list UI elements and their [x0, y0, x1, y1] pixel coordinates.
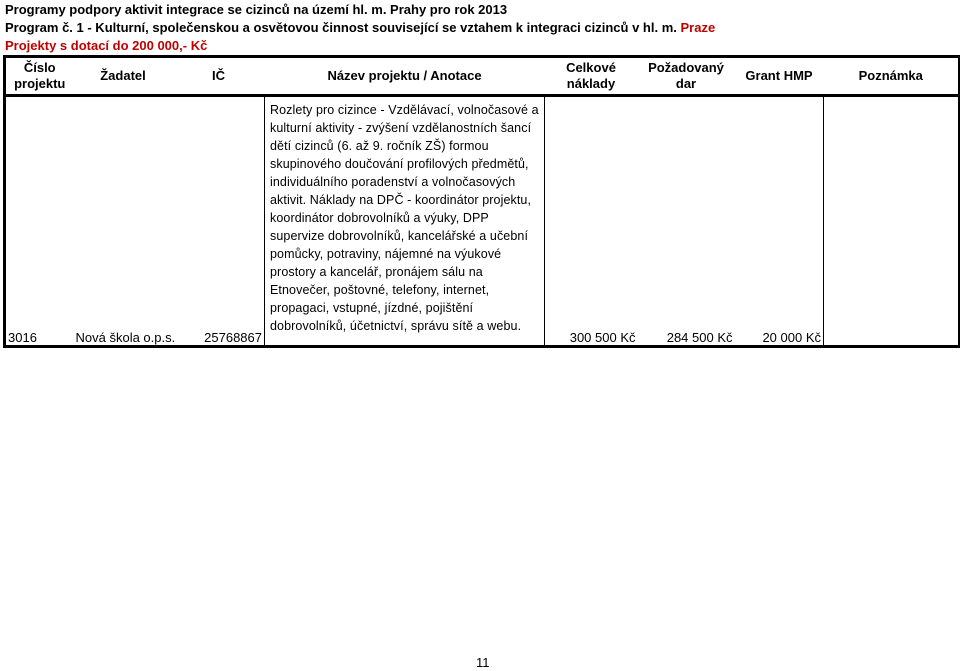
col-header-zadatel: Žadatel: [74, 57, 173, 96]
col-header-cislo: Číslo projektu: [5, 57, 74, 96]
col-header-nazev: Název projektu / Anotace: [265, 57, 545, 96]
col-header-ic: IČ: [173, 57, 265, 96]
col-header-poznamka: Poznámka: [824, 57, 960, 96]
cell-grant: 20 000 Kč: [735, 96, 824, 347]
document-title: Programy podpory aktivit integrace se cizinců na území hl. m. Prahy pro rok 2013: [5, 2, 508, 17]
program-title-main: Program č. 1 - Kulturní, společenskou a osvětovou činnost související se vztahem k integraci cizinců v hl. m.: [5, 20, 677, 35]
cell-ic: 25768867: [173, 96, 265, 347]
program-title-city: Praze: [680, 20, 716, 35]
program-title: [5, 20, 715, 35]
grant-table: [3, 55, 960, 348]
cell-pozadovany: 284 500 Kč: [638, 96, 735, 347]
table-header-row: [5, 57, 960, 96]
cell-anotace: [265, 96, 545, 347]
col-header-grant: Grant HMP: [735, 57, 824, 96]
cell-cislo: 3016: [5, 96, 74, 347]
section-title: Projekty s dotací do 200 000,- Kč: [5, 38, 208, 53]
table-row: [5, 96, 960, 347]
cell-zadatel: Nová škola o.p.s.: [74, 96, 173, 347]
cell-celkove: 300 500 Kč: [545, 96, 638, 347]
anotace-text: Rozlety pro cizince - Vzdělávací, volnočasové a kulturní aktivity - zvýšení vzdělanostních šancí dětí cizinců (6. až 9. ročník ZŠ) formou skupinového doučování profilových předmětů, individuálního poradenství a volnočasových aktivit. Náklady na DPČ - koordinátor projektu, koordinátor dobrovolníků a výuky, DPP supervize dobrovolníků, kancelářské a učební pomůcky, potraviny, nájemné na výukové prostory a kancelář, pronájem sálu na Etnovečer, poštovné, telefony, internet, propagaci, vstupné, jízdné, pojištění dobrovolníků, účetnictví, správu sítě a webu.: [270, 103, 539, 333]
page-number: 11: [476, 655, 490, 670]
cell-poznamka: [824, 96, 960, 347]
col-header-pozadovany: Požadovaný dar: [638, 57, 735, 96]
col-header-celkove: Celkové náklady: [545, 57, 638, 96]
